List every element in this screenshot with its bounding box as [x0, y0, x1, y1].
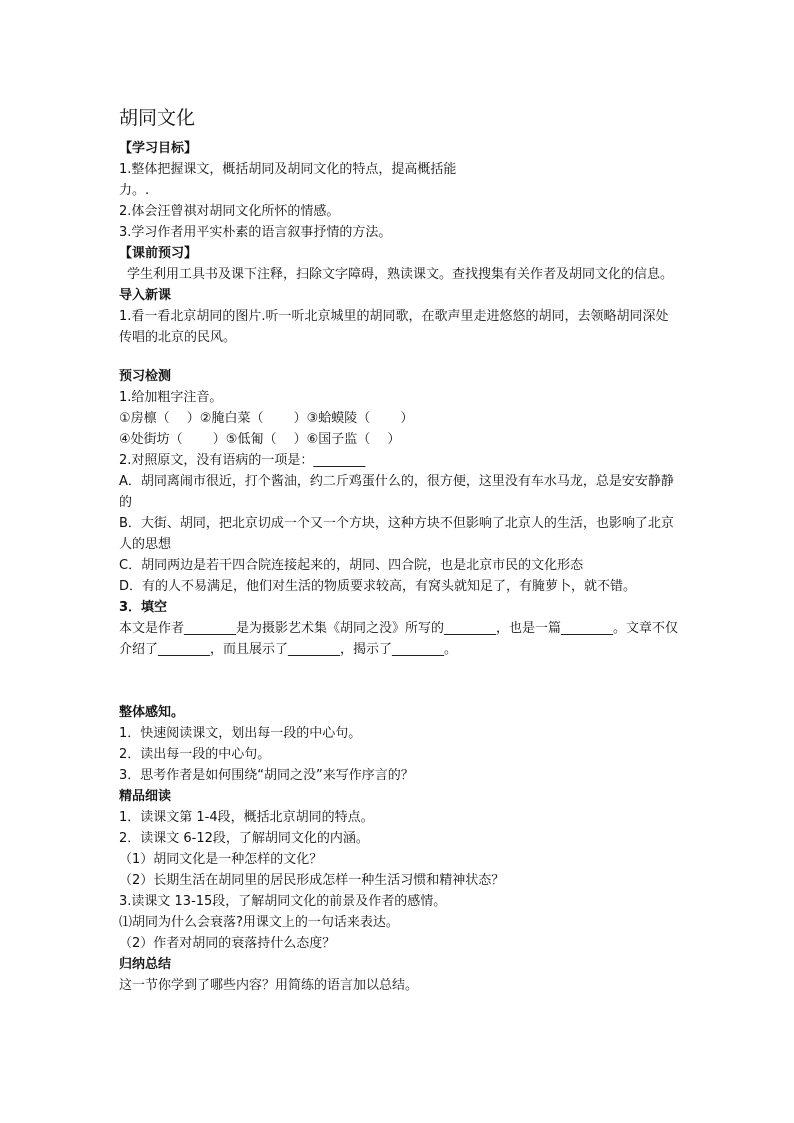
goal-item: 力。. [119, 183, 150, 198]
overall-item: 2．读出每一段的中心句。 [119, 747, 271, 762]
goal-item: 3.学习作者用平实朴素的语言叙事抒情的方法。 [119, 225, 392, 240]
learning-goals-heading: 【学习目标】 [119, 141, 198, 156]
overall-item: 1．快速阅读课文，划出每一段的中心句。 [119, 726, 362, 741]
question-3: 3．填空 [119, 600, 168, 615]
overall-item: 3．思考作者是如何围绕“胡同之没”来写作序言的？ [119, 768, 414, 783]
close-reading-item: （2）长期生活在胡同里的居民形成怎样一种生活习惯和精神状态？ [119, 873, 505, 888]
close-reading-item: （1）胡同文化是一种怎样的文化？ [119, 852, 323, 867]
close-reading-item: （2）作者对胡同的衰落持什么态度？ [119, 936, 336, 951]
fill-in-text: 本文是作者________是为摄影艺术集《胡同之没》所写的________，也是一篇________。文章不仅介绍了________，而且展示了________，揭示了________。 [119, 621, 679, 657]
preview-text: 学生利用工具书及课下注释，扫除文字障碍，熟读课文。查找搜集有关作者及胡同文化的信息。 [127, 267, 674, 282]
close-reading-item: 3.读课文 13-15段，了解胡同文化的前景及作者的感情。 [119, 894, 447, 909]
option-c: C．胡同两边是若干四合院连接起来的，胡同、四合院，也是北京市民的文化形态 [119, 558, 584, 573]
pinyin-row-2: ④处街坊（ ）⑤低匍（ ）⑥国子监（ ） [119, 432, 401, 447]
question-1: 1.给加粗字注音。 [119, 390, 223, 405]
check-heading: 预习检测 [119, 369, 172, 384]
document-page [119, 104, 679, 996]
pinyin-row-1: ①房檩（ ）②腌白菜（ ）③蛤蟆陵（ ） [119, 411, 414, 426]
question-2: 2.对照原文，没有语病的一项是：________ [119, 453, 366, 468]
goal-item: 1.整体把握课文，概括胡同及胡同文化的特点，提高概括能 [119, 162, 457, 177]
option-a: A．胡同离闹市很近，打个酱油，约二斤鸡蛋什么的，很方便，这里没有车水马龙，总是安安静静的 [119, 474, 674, 510]
summary-text: 这一节你学到了哪些内容？用简练的语言加以总结。 [119, 978, 419, 993]
close-reading-item: 2．读课文 6-12段，了解胡同文化的内涵。 [119, 831, 369, 846]
option-b: B．大街、胡同，把北京切成一个又一个方块，这种方块不但影响了北京人的生活，也影响了北京人的思想 [119, 516, 674, 552]
page-title: 胡同文化 [119, 107, 196, 129]
intro-heading: 导入新课 [119, 288, 172, 303]
intro-text: 1.看一看北京胡同的图片.听一听北京城里的胡同歌，在歌声里走进悠悠的胡同，去领略胡同深处传唱的北京的民风。 [119, 309, 669, 345]
goal-item: 2.体会汪曾祺对胡同文化所怀的情感。 [119, 204, 340, 219]
option-d: D．有的人不易满足，他们对生活的物质要求较高，有窝头就知足了，有腌萝卜，就不错。 [119, 579, 637, 594]
close-reading-heading: 精品细读 [119, 789, 172, 804]
preview-heading: 【课前预习】 [119, 246, 198, 261]
close-reading-item: ⑴胡同为什么会衰落?用课文上的一句话来表达。 [119, 915, 399, 930]
close-reading-item: 1．读课文第 1-4段，概括北京胡同的特点。 [119, 810, 374, 825]
summary-heading: 归纳总结 [119, 957, 172, 972]
overall-heading: 整体感知。 [119, 705, 185, 720]
